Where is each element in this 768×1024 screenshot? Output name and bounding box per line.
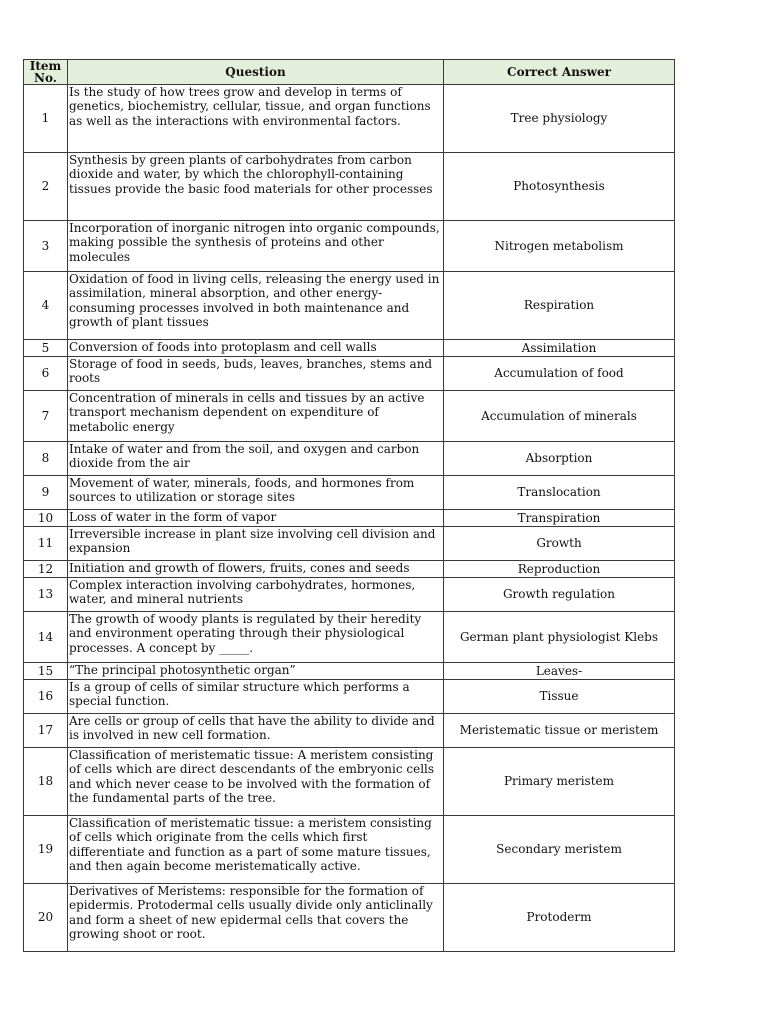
table-row bbox=[24, 680, 675, 714]
answer-text: Transpiration bbox=[444, 510, 675, 527]
header-row bbox=[24, 60, 675, 85]
answer-text: Meristematic tissue or meristem bbox=[444, 714, 675, 748]
answer-text: Assimilation bbox=[444, 340, 675, 357]
question-text: Classification of meristematic tissue: A meristem consisting of cells which are direct descendants of the embryonic cells and which never cease to be involved with the formation of the fundamental parts of the tree. bbox=[68, 748, 444, 816]
answer-text: Primary meristem bbox=[444, 748, 675, 816]
item-number: 17 bbox=[24, 714, 68, 748]
item-number: 12 bbox=[24, 561, 68, 578]
answer-text: Tree physiology bbox=[444, 85, 675, 153]
question-text: Irreversible increase in plant size involving cell division and expansion bbox=[68, 527, 444, 561]
table-row bbox=[24, 663, 675, 680]
item-number: 15 bbox=[24, 663, 68, 680]
table-row bbox=[24, 714, 675, 748]
item-number: 11 bbox=[24, 527, 68, 561]
question-text: Derivatives of Meristems: responsible for the formation of epidermis. Protodermal cells usually divide only anticlinally and form a sheet of new epidermal cells that covers the growing shoot or root. bbox=[68, 884, 444, 952]
answer-text: Growth regulation bbox=[444, 578, 675, 612]
table-row bbox=[24, 272, 675, 340]
question-text: Incorporation of inorganic nitrogen into organic compounds, making possible the synthesis of proteins and other molecules bbox=[68, 221, 444, 272]
answer-text: Protoderm bbox=[444, 884, 675, 952]
table-row bbox=[24, 510, 675, 527]
answer-text: Respiration bbox=[444, 272, 675, 340]
answer-text: Accumulation of food bbox=[444, 357, 675, 391]
question-text: Concentration of minerals in cells and tissues by an active transport mechanism dependent on expenditure of metabolic energy bbox=[68, 391, 444, 442]
table-row bbox=[24, 442, 675, 476]
item-number: 8 bbox=[24, 442, 68, 476]
table-row bbox=[24, 340, 675, 357]
question-answer-sheet bbox=[23, 59, 674, 952]
item-number: 20 bbox=[24, 884, 68, 952]
header-item-no: Item No. bbox=[24, 60, 68, 85]
answer-text: Photosynthesis bbox=[444, 153, 675, 221]
table-row bbox=[24, 221, 675, 272]
item-number: 19 bbox=[24, 816, 68, 884]
table-row bbox=[24, 476, 675, 510]
table-row bbox=[24, 578, 675, 612]
table-body bbox=[24, 85, 675, 952]
table-row bbox=[24, 391, 675, 442]
table-row bbox=[24, 153, 675, 221]
table-row bbox=[24, 816, 675, 884]
item-number: 1 bbox=[24, 85, 68, 153]
question-text: The growth of woody plants is regulated by their heredity and environment operating through their physiological processes. A concept by _____. bbox=[68, 612, 444, 663]
question-text: Synthesis by green plants of carbohydrates from carbon dioxide and water, by which the chlorophyll-containing tissues provide the basic food materials for other processes bbox=[68, 153, 444, 221]
question-text: Oxidation of food in living cells, releasing the energy used in assimilation, mineral absorption, and other energy-consuming processes involved in both maintenance and growth of plant tissues bbox=[68, 272, 444, 340]
item-number: 14 bbox=[24, 612, 68, 663]
question-answer-table bbox=[23, 59, 675, 952]
table-row bbox=[24, 357, 675, 391]
answer-text: Nitrogen metabolism bbox=[444, 221, 675, 272]
item-number: 13 bbox=[24, 578, 68, 612]
answer-text: German plant physiologist Klebs bbox=[444, 612, 675, 663]
answer-text: Leaves- bbox=[444, 663, 675, 680]
table-row bbox=[24, 748, 675, 816]
answer-text: Accumulation of minerals bbox=[444, 391, 675, 442]
item-number: 9 bbox=[24, 476, 68, 510]
answer-text: Tissue bbox=[444, 680, 675, 714]
item-number: 4 bbox=[24, 272, 68, 340]
table-row bbox=[24, 527, 675, 561]
question-text: Is a group of cells of similar structure which performs a special function. bbox=[68, 680, 444, 714]
header-question: Question bbox=[68, 60, 444, 85]
answer-text: Reproduction bbox=[444, 561, 675, 578]
table-row bbox=[24, 85, 675, 153]
question-text: Are cells or group of cells that have the ability to divide and is involved in new cell formation. bbox=[68, 714, 444, 748]
question-text: Intake of water and from the soil, and oxygen and carbon dioxide from the air bbox=[68, 442, 444, 476]
answer-text: Secondary meristem bbox=[444, 816, 675, 884]
answer-text: Growth bbox=[444, 527, 675, 561]
answer-text: Absorption bbox=[444, 442, 675, 476]
question-text: Conversion of foods into protoplasm and cell walls bbox=[68, 340, 444, 357]
item-number: 5 bbox=[24, 340, 68, 357]
table-row bbox=[24, 612, 675, 663]
question-text: Storage of food in seeds, buds, leaves, branches, stems and roots bbox=[68, 357, 444, 391]
question-text: Classification of meristematic tissue: a meristem consisting of cells which originate from the cells which first differentiate and function as a part of some mature tissues, and then again become meristematically active. bbox=[68, 816, 444, 884]
question-text: Initiation and growth of flowers, fruits, cones and seeds bbox=[68, 561, 444, 578]
item-number: 6 bbox=[24, 357, 68, 391]
header-correct-answer: Correct Answer bbox=[444, 60, 675, 85]
question-text: Is the study of how trees grow and develop in terms of genetics, biochemistry, cellular, tissue, and organ functions as well as the interactions with environmental factors. bbox=[68, 85, 444, 153]
question-text: “The principal photosynthetic organ” bbox=[68, 663, 444, 680]
table-row bbox=[24, 884, 675, 952]
answer-text: Translocation bbox=[444, 476, 675, 510]
item-number: 16 bbox=[24, 680, 68, 714]
item-number: 7 bbox=[24, 391, 68, 442]
item-number: 3 bbox=[24, 221, 68, 272]
question-text: Movement of water, minerals, foods, and hormones from sources to utilization or storage sites bbox=[68, 476, 444, 510]
table-row bbox=[24, 561, 675, 578]
item-number: 18 bbox=[24, 748, 68, 816]
item-number: 2 bbox=[24, 153, 68, 221]
item-number: 10 bbox=[24, 510, 68, 527]
question-text: Loss of water in the form of vapor bbox=[68, 510, 444, 527]
question-text: Complex interaction involving carbohydrates, hormones, water, and mineral nutrients bbox=[68, 578, 444, 612]
table-header bbox=[24, 60, 675, 85]
